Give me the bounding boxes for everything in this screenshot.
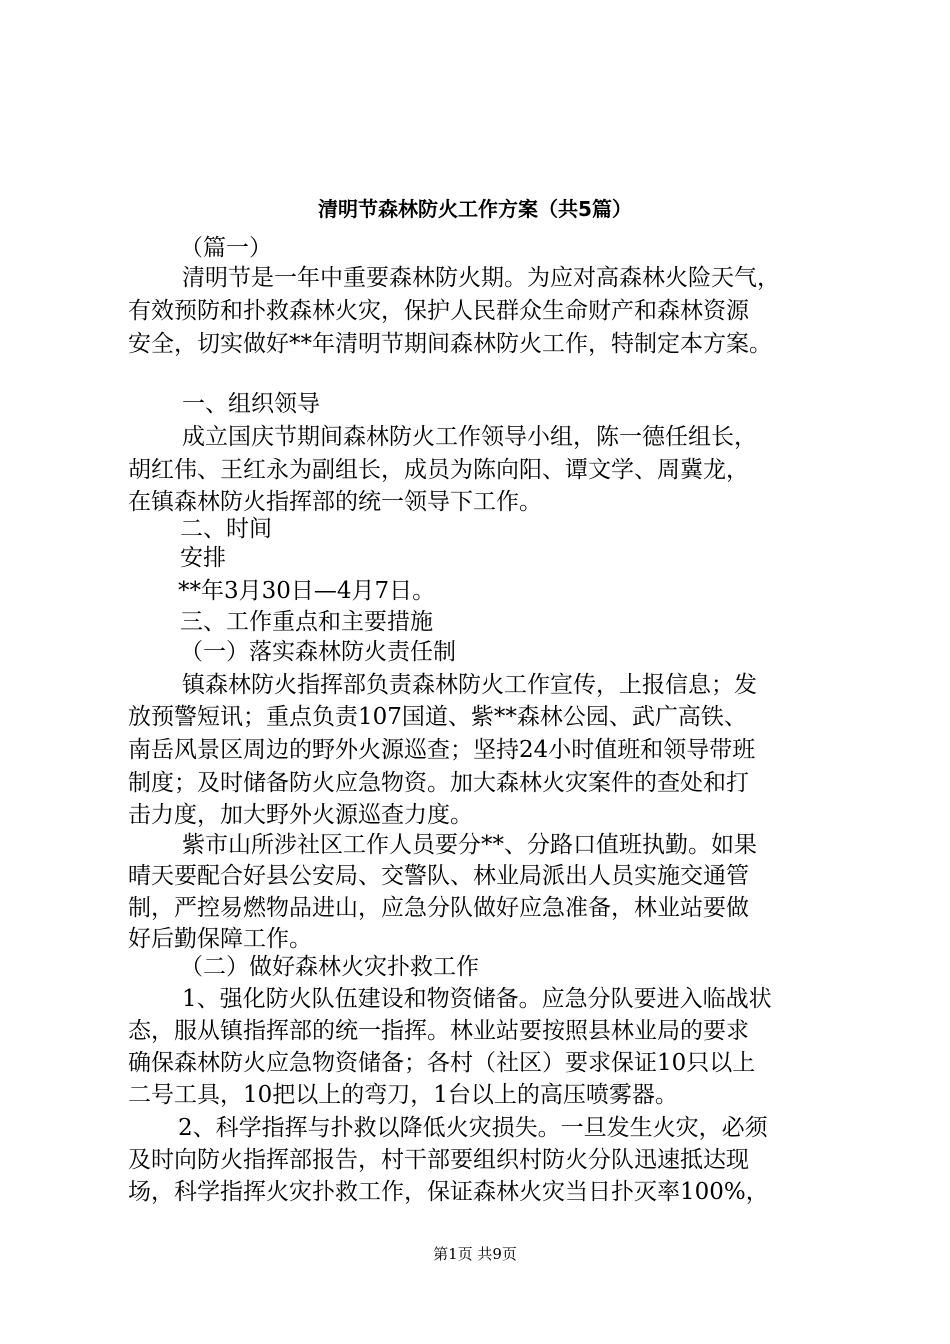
paragraph-line: 制，严控易燃物品进山，应急分队做好应急准备，林业站要做	[128, 895, 749, 921]
paragraph-line: 三、工作重点和主要措施	[180, 609, 433, 635]
paragraph-line: 放预警短讯；重点负责107国道、紫**森林公园、武广高铁、	[128, 704, 747, 730]
paragraph-line: 晴天要配合好县公安局、交警队、林业局派出人员实施交通管	[128, 863, 749, 889]
paragraph-line: 二号工具，10把以上的弯刀，1台以上的高压喷雾器。	[128, 1082, 678, 1108]
document-title: 清明节森林防火工作方案（共5篇）	[318, 197, 632, 221]
paragraph-line: 二、时间	[180, 516, 272, 542]
paragraph-line: （篇一）	[180, 235, 272, 261]
paragraph-line: 2、科学指挥与扑救以降低火灾损失。一旦发生火灾，必须	[178, 1115, 768, 1141]
paragraph-line: 成立国庆节期间森林防火工作领导小组，陈一德任组长，	[182, 424, 757, 450]
paragraph-line: 确保森林防火应急物资储备；各村（社区）要求保证10只以上	[128, 1050, 756, 1076]
paragraph-line: 清明节是一年中重要森林防火期。为应对高森林火险天气，	[182, 265, 780, 291]
paragraph-line: 胡红伟、王红永为副组长，成员为陈向阳、谭文学、周冀龙，	[128, 457, 749, 483]
paragraph-line: 南岳风景区周边的野外火源巡查；坚持24小时值班和领导带班	[128, 737, 756, 763]
page-number-footer: 第1页 共9页	[433, 1245, 517, 1263]
paragraph-line: 击力度，加大野外火源巡查力度。	[128, 802, 473, 828]
paragraph-line: 及时向防火指挥部报告，村干部要组织村防火分队迅速抵达现	[128, 1147, 749, 1173]
paragraph-line: 安全，切实做好**年清明节期间森林防火工作，特制定本方案。	[128, 331, 772, 357]
paragraph-line: 场，科学指挥火灾扑救工作，保证森林火灾当日扑灭率100%，	[128, 1179, 769, 1205]
paragraph-line: 安排	[180, 545, 226, 571]
paragraph-line: （二）做好森林火灾扑救工作	[180, 954, 479, 980]
paragraph-line: 一、组织领导	[182, 391, 320, 417]
paragraph-line: 1、强化防火队伍建设和物资储备。应急分队要进入临战状	[182, 986, 772, 1012]
paragraph-line: 紫市山所涉社区工作人员要分**、分路口值班执勤。如果	[182, 832, 757, 858]
paragraph-line: **年3月30日—4月7日。	[178, 578, 436, 604]
paragraph-line: 态，服从镇指挥部的统一指挥。林业站要按照县林业局的要求	[128, 1018, 749, 1044]
paragraph-line: 好后勤保障工作。	[128, 926, 312, 952]
paragraph-line: 镇森林防火指挥部负责森林防火工作宣传，上报信息；发	[182, 672, 757, 698]
paragraph-line: 有效预防和扑救森林火灾，保护人民群众生命财产和森林资源	[128, 298, 749, 324]
paragraph-line: （一）落实森林防火责任制	[180, 639, 456, 665]
paragraph-line: 在镇森林防火指挥部的统一领导下工作。	[128, 489, 542, 515]
paragraph-line: 制度；及时储备防火应急物资。加大森林火灾案件的查处和打	[128, 770, 749, 796]
